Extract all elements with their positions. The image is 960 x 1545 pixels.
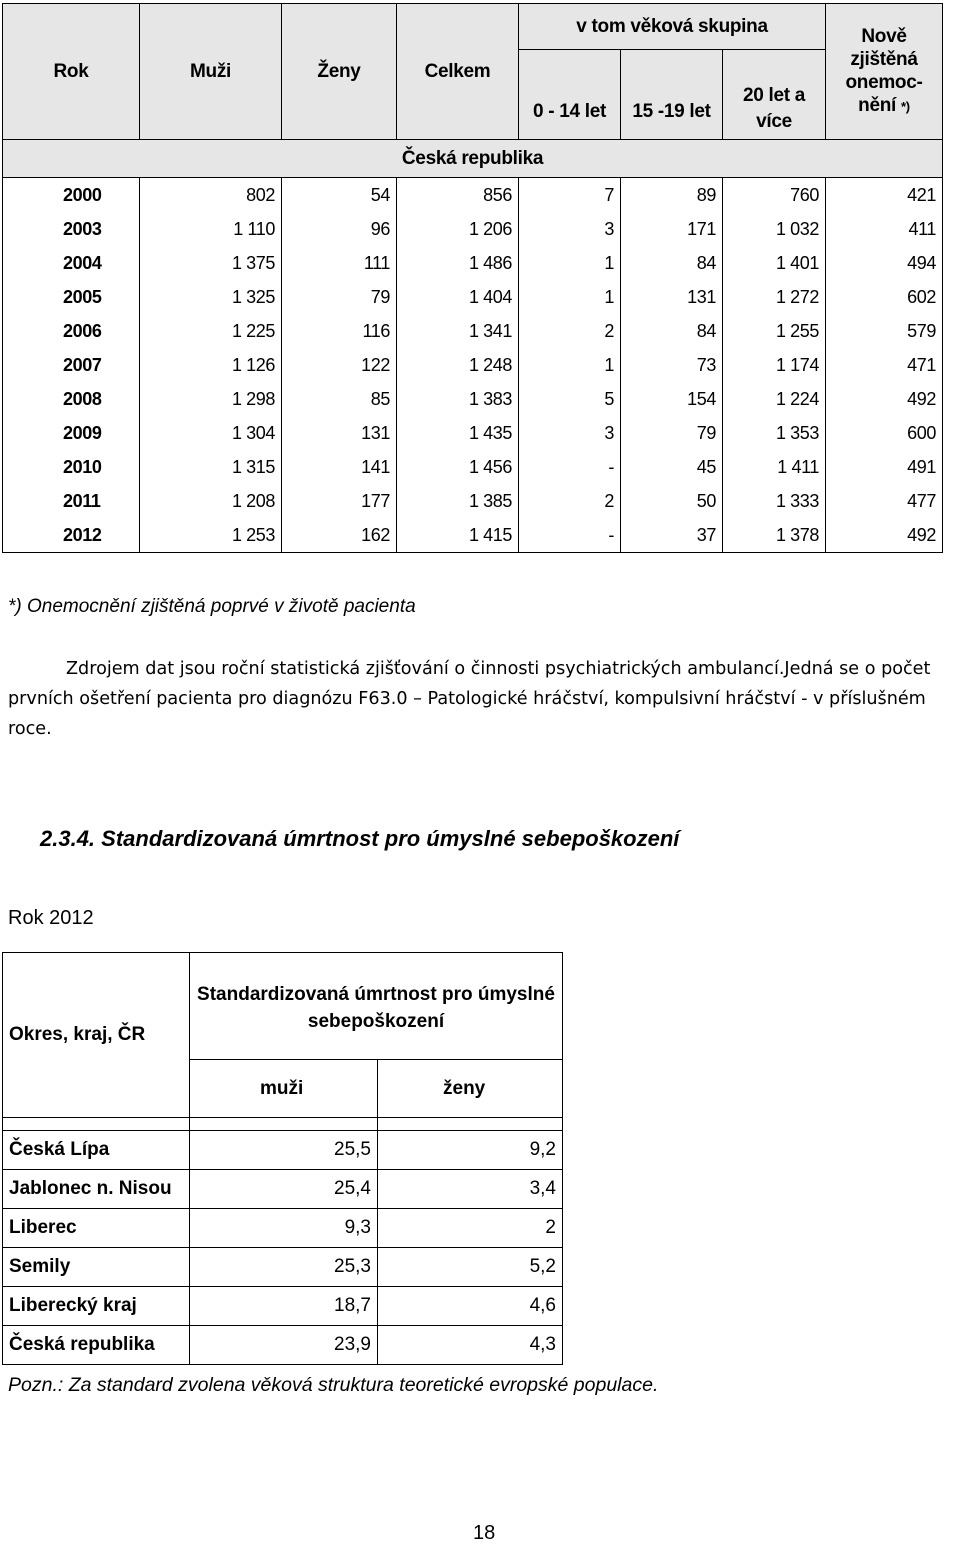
gambling-table-body — [3, 178, 943, 553]
mortality-table-body — [3, 1118, 563, 1365]
value-cell: 1 206 — [397, 212, 519, 246]
value-cell: 1 208 — [140, 484, 282, 518]
value-cell: 131 — [621, 280, 723, 314]
gambling-cases-table — [2, 3, 943, 553]
value-cell: 1 375 — [140, 246, 282, 280]
value-cell: 1 304 — [140, 416, 282, 450]
table-row — [3, 1170, 563, 1209]
value-cell: 45 — [621, 450, 723, 484]
value-cell: 1 383 — [397, 382, 519, 416]
value-cell: 111 — [282, 246, 397, 280]
value-cell: 491 — [826, 450, 943, 484]
section-heading: 2.3.4. Standardizovaná úmrtnost pro úmyslné sebepoškození — [40, 826, 680, 851]
value-cell: 1 248 — [397, 348, 519, 382]
year-cell: 2012 — [3, 518, 140, 553]
table-row — [3, 348, 943, 382]
value-cell: 3 — [519, 416, 621, 450]
header-rate: Standardizovaná úmrtnost pro úmyslné sebepoškození — [190, 953, 563, 1060]
value-cell: 421 — [826, 178, 943, 213]
rate-cell: 23,9 — [190, 1326, 378, 1365]
rate-cell: 5,2 — [378, 1248, 563, 1287]
value-cell: 84 — [621, 314, 723, 348]
year-cell: 2004 — [3, 246, 140, 280]
table-row — [3, 450, 943, 484]
value-cell: 79 — [282, 280, 397, 314]
value-cell: 1 378 — [723, 518, 826, 553]
mortality-table-wrap — [2, 952, 563, 1365]
value-cell: 1 315 — [140, 450, 282, 484]
header-t2-zeny: ženy — [378, 1060, 563, 1118]
value-cell: 84 — [621, 246, 723, 280]
table-row — [3, 1131, 563, 1170]
table-row — [3, 1209, 563, 1248]
source-text: Zdrojem dat jsou roční statistická zjišťování o činnosti psychiatrických ambulancí.Jedná se o počet prvních ošetření pacienta pro diagnózu F63.0 – Patologické hráčství, kompulsivní hráčství - v příslušném roce. — [8, 659, 931, 739]
value-cell: 471 — [826, 348, 943, 382]
header-nove-zjistena — [826, 4, 943, 140]
table-row — [3, 382, 943, 416]
value-cell: 1 — [519, 348, 621, 382]
header-age-20-plus: 20 let a více — [723, 50, 826, 140]
value-cell: 1 174 — [723, 348, 826, 382]
rate-cell: 2 — [378, 1209, 563, 1248]
value-cell: 1 — [519, 246, 621, 280]
value-cell: 1 404 — [397, 280, 519, 314]
value-cell: 602 — [826, 280, 943, 314]
value-cell: 1 298 — [140, 382, 282, 416]
rate-cell: 9,2 — [378, 1131, 563, 1170]
header-rok: Rok — [3, 4, 140, 140]
header-nove-mark: *) — [901, 99, 910, 114]
table-row — [3, 246, 943, 280]
table-row — [3, 314, 943, 348]
value-cell: 1 486 — [397, 246, 519, 280]
table-row — [3, 1248, 563, 1287]
value-cell: 177 — [282, 484, 397, 518]
table-row — [3, 484, 943, 518]
value-cell: 856 — [397, 178, 519, 213]
value-cell: 3 — [519, 212, 621, 246]
value-cell: 2 — [519, 314, 621, 348]
value-cell: 122 — [282, 348, 397, 382]
header-age-0-14: 0 - 14 let — [519, 50, 621, 140]
rate-cell: 4,6 — [378, 1287, 563, 1326]
value-cell: 162 — [282, 518, 397, 553]
value-cell: 1 333 — [723, 484, 826, 518]
area-cell: Liberecký kraj — [3, 1287, 190, 1326]
table-row — [3, 212, 943, 246]
value-cell: 1 415 — [397, 518, 519, 553]
header-celkem: Celkem — [397, 4, 519, 140]
value-cell: 2 — [519, 484, 621, 518]
value-cell: 89 — [621, 178, 723, 213]
value-cell: 1 — [519, 280, 621, 314]
year-cell: 2006 — [3, 314, 140, 348]
spacer-cell — [378, 1118, 563, 1131]
value-cell: 1 032 — [723, 212, 826, 246]
header-t2-muzi: muži — [190, 1060, 378, 1118]
value-cell: 1 411 — [723, 450, 826, 484]
rate-cell: 3,4 — [378, 1170, 563, 1209]
value-cell: 37 — [621, 518, 723, 553]
value-cell: 73 — [621, 348, 723, 382]
year-cell: 2011 — [3, 484, 140, 518]
year-cell: 2010 — [3, 450, 140, 484]
value-cell: 54 — [282, 178, 397, 213]
value-cell: 1 225 — [140, 314, 282, 348]
value-cell: 1 110 — [140, 212, 282, 246]
area-cell: Semily — [3, 1248, 190, 1287]
area-cell: Liberec — [3, 1209, 190, 1248]
value-cell: 1 435 — [397, 416, 519, 450]
spacer-cell — [3, 1118, 190, 1131]
value-cell: 494 — [826, 246, 943, 280]
table-row — [3, 416, 943, 450]
value-cell: 760 — [723, 178, 826, 213]
table-row — [3, 280, 943, 314]
area-cell: Jablonec n. Nisou — [3, 1170, 190, 1209]
year-cell: 2005 — [3, 280, 140, 314]
rate-cell: 25,4 — [190, 1170, 378, 1209]
value-cell: 116 — [282, 314, 397, 348]
value-cell: 411 — [826, 212, 943, 246]
rate-cell: 9,3 — [190, 1209, 378, 1248]
value-cell: 579 — [826, 314, 943, 348]
table-row — [3, 518, 943, 553]
value-cell: 1 255 — [723, 314, 826, 348]
value-cell: - — [519, 450, 621, 484]
value-cell: 477 — [826, 484, 943, 518]
table-row — [3, 1287, 563, 1326]
value-cell: 1 385 — [397, 484, 519, 518]
value-cell: 5 — [519, 382, 621, 416]
rate-cell: 25,3 — [190, 1248, 378, 1287]
value-cell: 492 — [826, 382, 943, 416]
year-cell: 2000 — [3, 178, 140, 213]
value-cell: 1 353 — [723, 416, 826, 450]
value-cell: 1 401 — [723, 246, 826, 280]
area-cell: Česká Lípa — [3, 1131, 190, 1170]
rate-cell: 4,3 — [378, 1326, 563, 1365]
spacer-row — [3, 1118, 563, 1131]
value-cell: - — [519, 518, 621, 553]
year-cell: 2003 — [3, 212, 140, 246]
table-row — [3, 1326, 563, 1365]
value-cell: 131 — [282, 416, 397, 450]
value-cell: 1 126 — [140, 348, 282, 382]
value-cell: 96 — [282, 212, 397, 246]
value-cell: 600 — [826, 416, 943, 450]
table-row — [3, 178, 943, 213]
value-cell: 154 — [621, 382, 723, 416]
year-cell: 2007 — [3, 348, 140, 382]
rate-cell: 18,7 — [190, 1287, 378, 1326]
value-cell: 79 — [621, 416, 723, 450]
value-cell: 1 456 — [397, 450, 519, 484]
value-cell: 141 — [282, 450, 397, 484]
area-cell: Česká republika — [3, 1326, 190, 1365]
value-cell: 1 341 — [397, 314, 519, 348]
value-cell: 85 — [282, 382, 397, 416]
page-number: 18 — [473, 1522, 496, 1544]
year-cell: 2009 — [3, 416, 140, 450]
header-area: Okres, kraj, ČR — [3, 953, 190, 1118]
header-age-15-19: 15 -19 let — [621, 50, 723, 140]
header-vekova-skupina: v tom věková skupina — [519, 4, 826, 50]
note: Pozn.: Za standard zvolena věková struktura teoretické evropské populace. — [8, 1374, 659, 1396]
rate-cell: 25,5 — [190, 1131, 378, 1170]
header-nove-label: Nově zjištěná onemoc-nění — [845, 26, 923, 116]
source-paragraph — [8, 654, 958, 744]
header-muzi: Muži — [140, 4, 282, 140]
value-cell: 1 253 — [140, 518, 282, 553]
value-cell: 50 — [621, 484, 723, 518]
value-cell: 171 — [621, 212, 723, 246]
value-cell: 492 — [826, 518, 943, 553]
spacer-cell — [190, 1118, 378, 1131]
value-cell: 1 325 — [140, 280, 282, 314]
value-cell: 1 272 — [723, 280, 826, 314]
gambling-table — [2, 3, 942, 553]
header-region: Česká republika — [3, 140, 943, 178]
year-cell: 2008 — [3, 382, 140, 416]
value-cell: 7 — [519, 178, 621, 213]
mortality-table — [2, 952, 563, 1365]
header-zeny: Ženy — [282, 4, 397, 140]
year-heading: Rok 2012 — [8, 907, 94, 929]
value-cell: 1 224 — [723, 382, 826, 416]
value-cell: 802 — [140, 178, 282, 213]
footnote: *) Onemocnění zjištěná poprvé v životě pacienta — [8, 596, 416, 617]
